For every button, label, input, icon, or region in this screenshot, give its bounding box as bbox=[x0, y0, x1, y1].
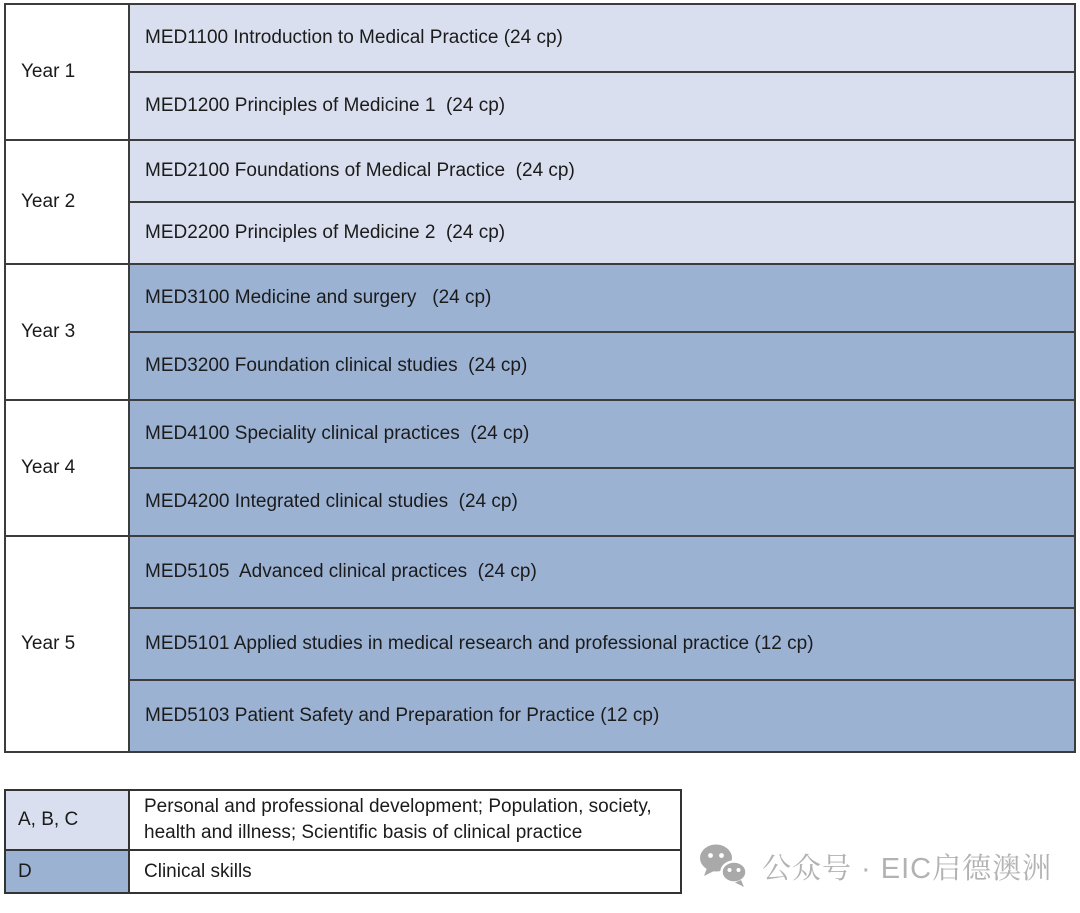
legend-desc-abc: Personal and professional development; Population, society, health and illness; Scientific basis of clinical practice bbox=[129, 790, 681, 850]
wechat-icon bbox=[698, 843, 750, 889]
legend-key-d: D bbox=[5, 850, 129, 893]
legend-key-abc: A, B, C bbox=[5, 790, 129, 850]
legend-table bbox=[4, 789, 682, 894]
table-row bbox=[5, 680, 1075, 752]
wechat-watermark bbox=[698, 843, 1052, 889]
legend-row-d bbox=[5, 850, 681, 893]
table-row bbox=[5, 332, 1075, 400]
table-row bbox=[5, 140, 1075, 202]
curriculum-table bbox=[4, 3, 1076, 753]
table-row bbox=[5, 4, 1075, 72]
course-cell-med1200: MED1200 Principles of Medicine 1 (24 cp) bbox=[129, 72, 1075, 140]
course-cell-med2200: MED2200 Principles of Medicine 2 (24 cp) bbox=[129, 202, 1075, 264]
table-row bbox=[5, 536, 1075, 608]
year-1-cell: Year 1 bbox=[5, 4, 129, 140]
table-row bbox=[5, 400, 1075, 468]
course-cell-med2100: MED2100 Foundations of Medical Practice (24 cp) bbox=[129, 140, 1075, 202]
year-2-cell: Year 2 bbox=[5, 140, 129, 264]
table-row bbox=[5, 608, 1075, 680]
course-cell-med1100: MED1100 Introduction to Medical Practice (24 cp) bbox=[129, 4, 1075, 72]
course-cell-med4100: MED4100 Speciality clinical practices (24 cp) bbox=[129, 400, 1075, 468]
table-row bbox=[5, 202, 1075, 264]
table-row bbox=[5, 468, 1075, 536]
table-row bbox=[5, 264, 1075, 332]
course-cell-med5105: MED5105 Advanced clinical practices (24 cp) bbox=[129, 536, 1075, 608]
year-3-cell: Year 3 bbox=[5, 264, 129, 400]
legend-row-abc bbox=[5, 790, 681, 850]
watermark-text: 公众号 · EIC启德澳洲 bbox=[762, 852, 1053, 885]
year-4-cell: Year 4 bbox=[5, 400, 129, 536]
year-5-cell: Year 5 bbox=[5, 536, 129, 752]
course-cell-med4200: MED4200 Integrated clinical studies (24 cp) bbox=[129, 468, 1075, 536]
course-cell-med5101: MED5101 Applied studies in medical research and professional practice (12 cp) bbox=[129, 608, 1075, 680]
course-cell-med5103: MED5103 Patient Safety and Preparation for Practice (12 cp) bbox=[129, 680, 1075, 752]
legend-desc-d: Clinical skills bbox=[129, 850, 681, 893]
table-row bbox=[5, 72, 1075, 140]
page bbox=[0, 3, 1080, 913]
course-cell-med3100: MED3100 Medicine and surgery (24 cp) bbox=[129, 264, 1075, 332]
course-cell-med3200: MED3200 Foundation clinical studies (24 cp) bbox=[129, 332, 1075, 400]
